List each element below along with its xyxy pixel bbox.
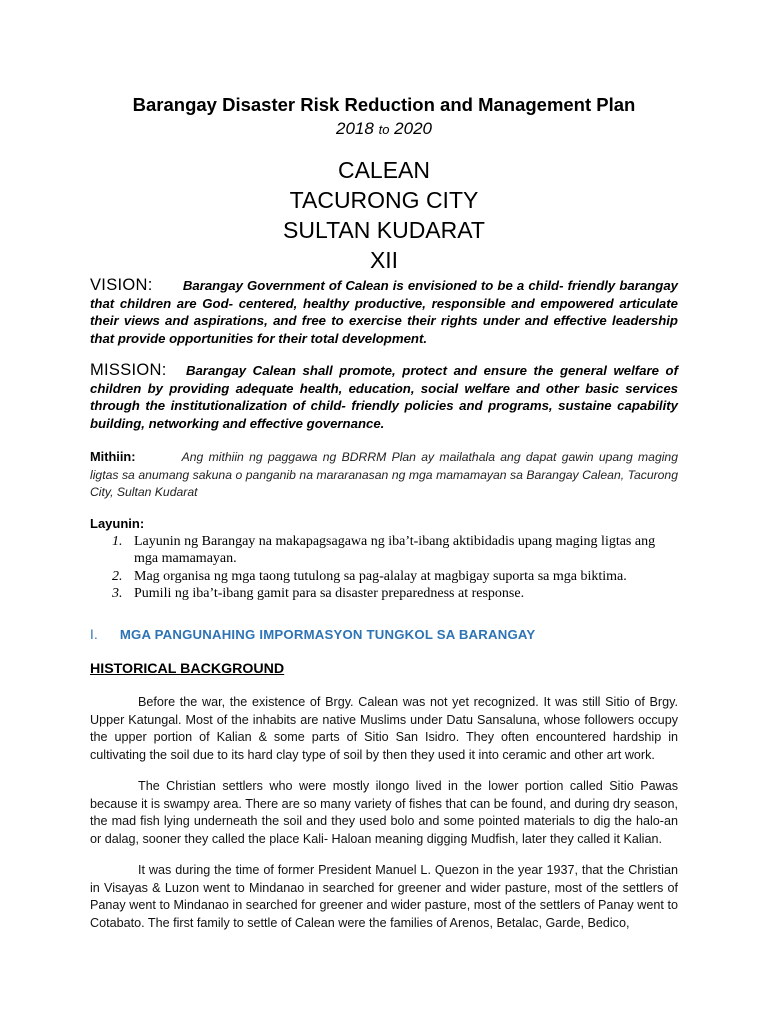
paragraph-text: It was during the time of former President Manuel L. Quezon in the year 1937, that the Christian in Visayas & Luzon went to Mindanao in searched for greener and wider pasture, most of the settlers of Panay went to Mindanao in searched for greener and wider pasture, most of the settlers of Panay went to Cotabato. The first family to settle of Calean were the families of Arenos, Betalac, Garde, Bedico,	[90, 863, 678, 930]
place-province: SULTAN KUDARAT	[283, 217, 485, 243]
vision-text: Barangay Government of Calean is envisioned to be a child- friendly barangay that children are God- centered, healthy productive, responsible and empowered articulate their views and aspirations, and free to exercise their rights under and effective leadership that provide opportunities for their total development.	[90, 278, 678, 346]
vision-paragraph	[90, 277, 678, 347]
list-item	[112, 585, 678, 602]
section-title: MGA PANGUNAHING IMPORMASYON TUNGKOL SA BARANGAY	[119, 627, 536, 642]
list-item	[112, 568, 678, 585]
mithiin-text: Ang mithiin ng paggawa ng BDRRM Plan ay mailathala ang dapat gawin upang maging ligtas sa anumang sakuna o panganib na mararanasan ng mga mamamayan sa Barangay Calean, Tacurong City, Sultan Kudarat	[90, 450, 678, 499]
history-paragraph-3	[90, 862, 678, 932]
year-start: 2018	[336, 119, 374, 138]
year-connector: to	[378, 122, 390, 137]
place-city: TACURONG CITY	[289, 187, 479, 213]
mission-text: Barangay Calean shall promote, protect and ensure the general welfare of children by providing adequate health, education, social welfare and other basic services through the institutionalization of child- friendly policies and programs, sustaine capability building, networking and effective governance.	[90, 363, 679, 431]
list-number: 3.	[112, 585, 123, 601]
layunin-list	[112, 533, 678, 602]
paragraph-text: Before the war, the existence of Brgy. Calean was not yet recognized. It was still Sitio of Brgy. Upper Katungal. Most of the inhabits are native Muslims under Datu Sansaluna, whose followers occupy the upper portion of Kalian & some parts of Sitio San Isidro. They often encountered hardship in cultivating the soil due to its hard clay type of soil by then they used it into ceramic and other art work.	[90, 695, 678, 762]
historical-heading: HISTORICAL BACKGROUND	[90, 661, 285, 677]
history-paragraph-1	[90, 694, 678, 764]
mission-paragraph	[90, 362, 678, 432]
list-text: Layunin ng Barangay na makapagsagawa ng iba’t-ibang aktibidadis upang maging ligtas ang mga mamamayan.	[134, 534, 656, 567]
document-title: Barangay Disaster Risk Reduction and Management Plan	[132, 94, 636, 115]
mithiin-label: Mithiin:	[90, 449, 136, 464]
section-number: I.	[90, 627, 98, 642]
place-region: XII	[369, 247, 399, 273]
place-barangay: CALEAN	[337, 157, 431, 183]
year-end: 2020	[394, 119, 432, 138]
paragraph-text: The Christian settlers who were mostly ilongo lived in the lower portion called Sitio Pawas because it is swampy area. There are so many variety of fishes that can be found, and during dry season, the mad fish lying underneath the soil and they used bolo and some pointed materials to dig the halo-an or dalag, sooner they called the place Kali- Haloan meaning digging Mudfish, later they called it Kalian.	[90, 779, 678, 846]
list-text: Mag organisa ng mga taong tutulong sa pag-alalay at magbigay suporta sa mga biktima.	[134, 568, 627, 584]
vision-label: VISION:	[90, 276, 153, 294]
list-text: Pumili ng iba’t-ibang gamit para sa disaster preparedness at response.	[134, 585, 525, 601]
list-number: 1.	[112, 534, 123, 549]
history-paragraph-2	[90, 778, 678, 848]
mission-label: MISSION:	[90, 361, 167, 379]
mithiin-paragraph	[90, 448, 678, 502]
section-heading	[90, 627, 690, 642]
list-item	[112, 533, 678, 568]
list-number: 2.	[112, 568, 123, 584]
plan-years	[0, 119, 768, 139]
layunin-label: Layunin:	[90, 516, 145, 531]
